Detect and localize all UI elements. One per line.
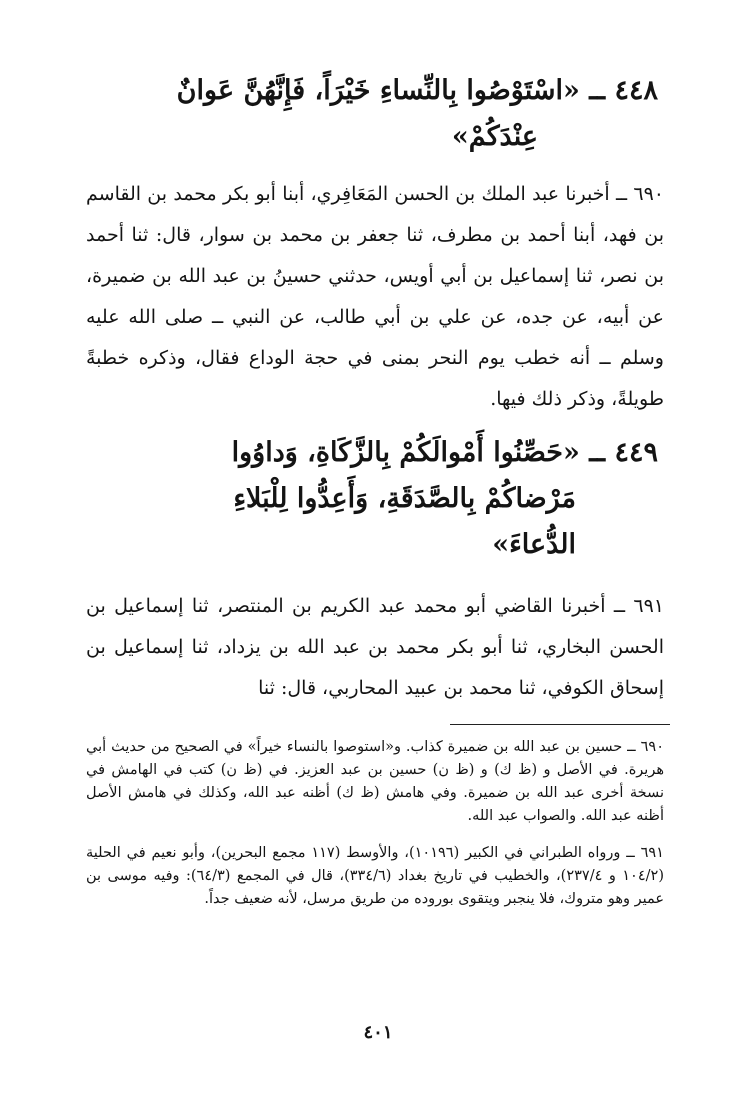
heading-448-line-1: ٤٤٨ ــ «اسْتَوْصُوا بِالنِّساءِ خَيْرَاً، فَإِنَّهُنَّ عَوانٌ <box>176 75 658 106</box>
footnotes <box>86 736 664 911</box>
hadith-heading-449 <box>86 430 658 568</box>
footnote-691: ٦٩١ ــ ورواه الطبراني في الكبير (١٠١٩٦)، والأوسط (١١٧ مجمع البحرين)، وأبو نعيم في الحلية (١٠٤/٢ و ٢٣٧/٤)، والخطيب في تاريخ بغداد (٣٣٤/٦)، قال في المجمع (٦٤/٣): وفيه موسى بن عمير وهو متروك، فلا ينجبر ويتقوى بوروده من طريق مرسل، لأنه ضعيف جداً. <box>86 845 664 907</box>
heading-449-line-1: ٤٤٩ ــ «حَصِّنُوا أَمْوالَكُمْ بِالزَّكَاةِ، وَداوُوا <box>231 437 658 468</box>
hadith-691-text: ٦٩١ ــ أخبرنا القاضي أبو محمد عبد الكريم بن المنتصر، ثنا إسماعيل بن الحسن البخاري، ثنا أبو بكر محمد بن عبد الله بن يزداد، ثنا إسماعيل بن إسحاق الكوفي، ثنا محمد بن عبيد المحاربي، قال: ثنا <box>86 595 664 699</box>
footnote-690: ٦٩٠ ــ حسين بن عبد الله بن ضميرة كذاب. و«استوصوا بالنساء خيراً» في الصحيح من حديث أبي هريرة. في الأصل و (ظ ك) و (ظ ن) حسين بن عبد العزيز. في (ظ ن) كتب في الهامش في نسخة أخرى عبد الله بن ضميرة. وفي هامش (ظ ك) أظنه عبد الله، وكذلك في هامش الأصل أظنه عبد الله. والصواب عبد الله. <box>86 739 664 824</box>
hadith-690-text: ٦٩٠ ــ أخبرنا عبد الملك بن الحسن المَعَافِري، أبنا أبو بكر محمد بن القاسم بن فهد، أبنا أحمد بن مطرف، ثنا جعفر بن محمد بن سوار، قال: ثنا أحمد بن نصر، ثنا إسماعيل بن أبي أويس، حدثني حسينُ بن عبد الله بن ضميرة، عن أبيه، عن جده، عن علي بن أبي طالب، عن النبي ــ صلى الله عليه وسلم ــ أنه خطب يوم النحر بمنى في حجة الوداع فقال، وذكره خطبةً طويلةً، وذكر ذلك فيها. <box>86 183 664 410</box>
heading-449-line-2: مَرْضاكُمْ بِالصَّدَقَةِ، وَأَعِدُّوا لِلْبَلاءِ <box>233 483 576 514</box>
heading-449-line-3: الدُّعاءَ» <box>492 529 576 560</box>
footnote-divider <box>450 724 670 725</box>
heading-448-line-2: عِنْدَكُمْ» <box>451 121 538 152</box>
hadith-heading-448 <box>86 68 658 160</box>
page-number: ٤٠١ <box>363 1022 393 1043</box>
